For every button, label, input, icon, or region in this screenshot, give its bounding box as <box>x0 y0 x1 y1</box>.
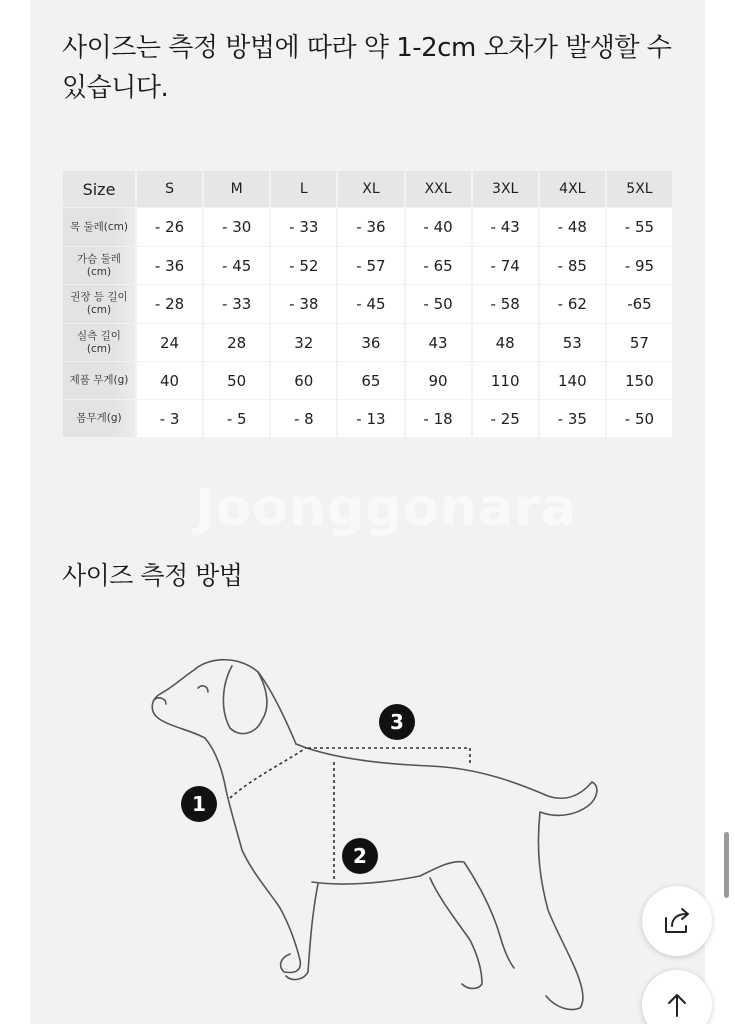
dog-nose <box>154 698 166 704</box>
table-cell: 24 <box>137 324 202 361</box>
size-header-cell: L <box>271 171 336 207</box>
table-cell: 48 <box>473 324 538 361</box>
dog-hind-leg <box>430 878 482 989</box>
table-cell: - 95 <box>607 247 672 284</box>
size-header-cell: XXL <box>406 171 471 207</box>
table-cell: - 33 <box>204 285 269 323</box>
table-cell: 140 <box>540 362 605 399</box>
size-header-cell: 5XL <box>607 171 672 207</box>
table-cell: 110 <box>473 362 538 399</box>
neck-guide <box>230 748 306 798</box>
size-header-cell: 3XL <box>473 171 538 207</box>
row-label: 목 둘레(cm) <box>63 208 135 246</box>
table-cell: 90 <box>406 362 471 399</box>
table-cell: 32 <box>271 324 336 361</box>
table-cell: - 40 <box>406 208 471 246</box>
table-cell: 40 <box>137 362 202 399</box>
table-cell: - 36 <box>338 208 403 246</box>
table-cell: - 30 <box>204 208 269 246</box>
table-cell: - 45 <box>204 247 269 284</box>
table-cell: - 50 <box>406 285 471 323</box>
table-cell: - 85 <box>540 247 605 284</box>
table-cell: - 57 <box>338 247 403 284</box>
table-cell: 65 <box>338 362 403 399</box>
table-cell: - 3 <box>137 400 202 437</box>
table-cell: - 74 <box>473 247 538 284</box>
watermark: Joonggonara <box>195 478 577 538</box>
size-header-cell: S <box>137 171 202 207</box>
table-cell: 36 <box>338 324 403 361</box>
row-label: 가슴 둘레(cm) <box>63 247 135 284</box>
marker-3: 3 <box>379 704 415 740</box>
size-notice: 사이즈는 측정 방법에 따라 약 1-2cm 오차가 발생할 수 있습니다. <box>62 33 672 103</box>
table-cell: - 36 <box>137 247 202 284</box>
arrow-up-icon <box>662 990 692 1020</box>
table-cell: -65 <box>607 285 672 323</box>
dog-eye <box>198 686 208 692</box>
table-cell: - 58 <box>473 285 538 323</box>
table-cell: - 26 <box>137 208 202 246</box>
table-cell: - 55 <box>607 208 672 246</box>
row-label: 권장 등 길이 (cm) <box>63 285 135 323</box>
table-cell: - 18 <box>406 400 471 437</box>
table-cell: - 35 <box>540 400 605 437</box>
table-cell: - 65 <box>406 247 471 284</box>
table-cell: 50 <box>204 362 269 399</box>
table-cell: - 50 <box>607 400 672 437</box>
row-label: 제품 무게(g) <box>63 362 135 399</box>
table-cell: - 38 <box>271 285 336 323</box>
table-cell: 53 <box>540 324 605 361</box>
table-cell: 60 <box>271 362 336 399</box>
measure-title: 사이즈 측정 방법 <box>62 561 243 590</box>
size-header-cell: 4XL <box>540 171 605 207</box>
table-cell: - 48 <box>540 208 605 246</box>
table-cell: - 13 <box>338 400 403 437</box>
table-cell: - 8 <box>271 400 336 437</box>
size-header-corner: Size <box>63 171 135 207</box>
scrollbar[interactable] <box>724 832 729 898</box>
table-cell: - 28 <box>137 285 202 323</box>
share-icon <box>660 904 694 938</box>
size-header-cell: M <box>204 171 269 207</box>
table-cell: - 45 <box>338 285 403 323</box>
dog-belly <box>312 862 514 968</box>
table-cell: 28 <box>204 324 269 361</box>
table-cell: - 25 <box>473 400 538 437</box>
table-cell: 43 <box>406 324 471 361</box>
table-cell: - 33 <box>271 208 336 246</box>
share-button[interactable] <box>642 886 712 956</box>
table-cell: 150 <box>607 362 672 399</box>
marker-2: 2 <box>342 838 378 874</box>
table-cell: - 52 <box>271 247 336 284</box>
size-header-cell: XL <box>338 171 403 207</box>
marker-1: 1 <box>181 786 217 822</box>
dog-ear <box>223 666 267 734</box>
row-label: 몸무게(g) <box>63 400 135 437</box>
table-cell: 57 <box>607 324 672 361</box>
table-cell: - 43 <box>473 208 538 246</box>
row-label: 실측 길이(cm) <box>63 324 135 361</box>
dog-outline-back <box>152 660 300 973</box>
table-cell: - 62 <box>540 285 605 323</box>
table-cell: - 5 <box>204 400 269 437</box>
dog-outline-top <box>296 744 597 1010</box>
